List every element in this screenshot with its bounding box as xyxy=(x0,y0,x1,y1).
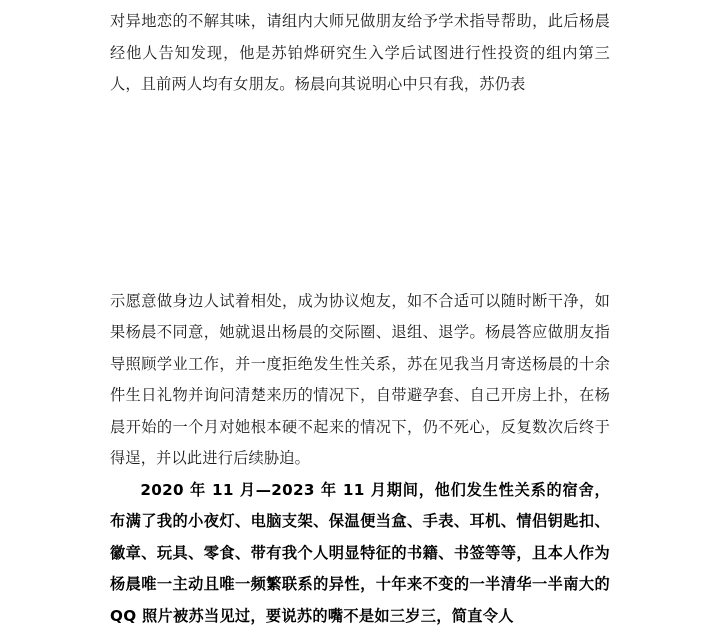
paragraph-clipped-container xyxy=(110,475,610,632)
paragraph-text: 对异地恋的不解其味，请组内大师兄做朋友给予学术指导帮助，此后杨晨经他人告知发现，他是苏铂烨研究生入学后试图进行性投资的组内第三人，且前两人均有女朋友。杨晨向其说明心中只有我，苏仍表 xyxy=(110,0,610,101)
paragraph-text: 示愿意做身边人试着相处，成为协议炮友，如不合适可以随时断干净，如果杨晨不同意，她就退出杨晨的交际圈、退组、退学。杨晨答应做朋友指导照顾学业工作，并一度拒绝发生性关系，苏在见我当月寄送杨晨的十余件生日礼物并询问清楚来历的情况下，自带避孕套、自己开房上扑，在杨晨开始的一个月对她根本硬不起来的情况下，仍不死心，反复数次后终于得逞，并以此进行后续胁迫。 xyxy=(110,286,610,475)
blank-space xyxy=(110,101,610,286)
paragraph-text-bold: 2020 年 11 月—2023 年 11 月期间，他们发生性关系的宿舍，布满了我的小夜灯、电脑支架、保温便当盒、手表、耳机、情侣钥匙扣、徽章、玩具、零食、带有我个人明显特征的书籍、书签等等，且本人作为杨晨唯一主动且唯一频繁联系的异性，十年来不变的一半清华一半南大的 QQ 照片被苏当见过，要说苏的嘴不是如三岁三，简直令人 xyxy=(110,475,610,632)
